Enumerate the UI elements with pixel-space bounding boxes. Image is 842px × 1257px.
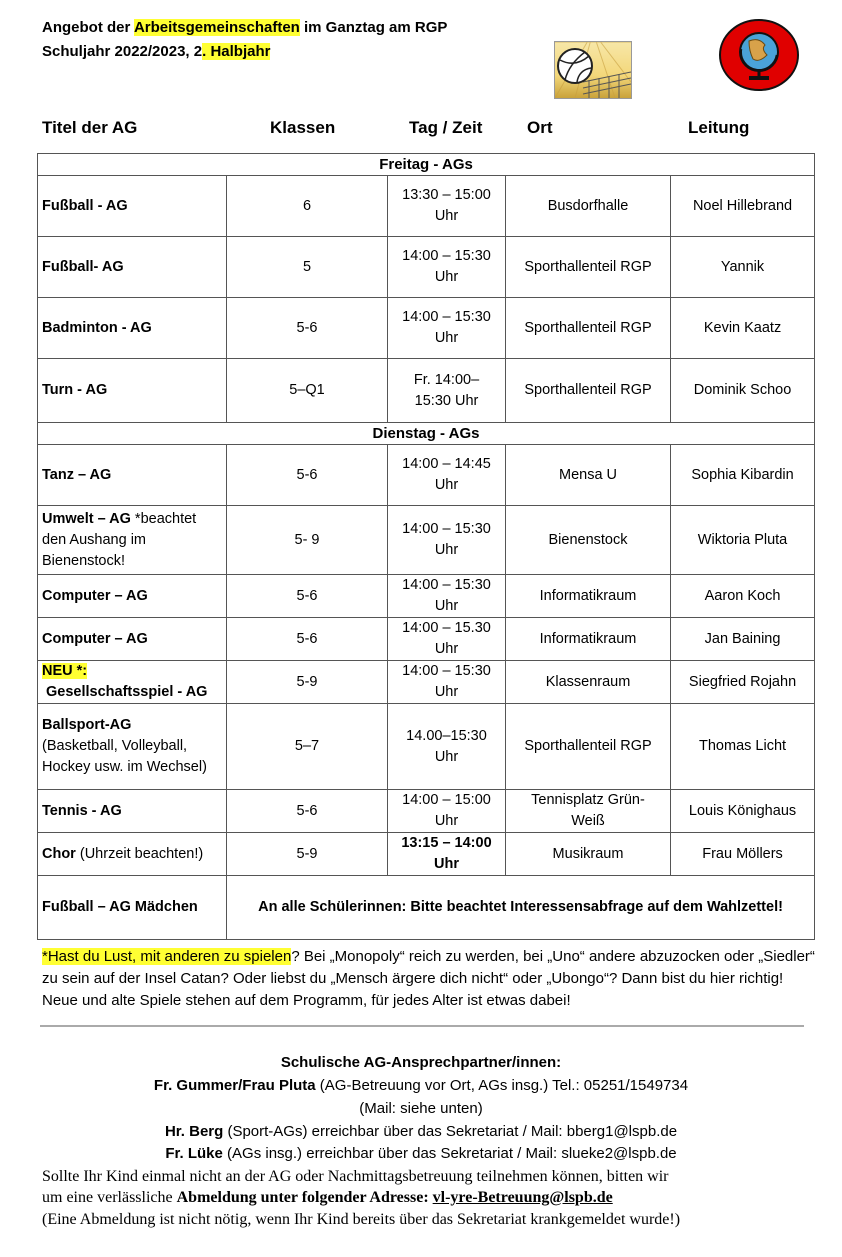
ag-lead: Aaron Koch [671, 575, 815, 618]
contacts-heading: Schulische AG-Ansprechpartner/innen: [280, 1054, 562, 1071]
ag-place: Informatikraum [506, 575, 671, 618]
ag-lead: Siegfried Rojahn [671, 661, 815, 704]
table-row [38, 445, 815, 506]
col-place: Ort [527, 118, 553, 137]
ag-place: Musikraum [506, 833, 671, 876]
table-row [38, 237, 815, 298]
ag-lead: Kevin Kaatz [671, 298, 815, 359]
ag-title-cell [38, 575, 227, 618]
contact-name: Hr. Berg [164, 1123, 224, 1140]
table-row [38, 176, 815, 237]
footer-line: Sollte Ihr Kind einmal nicht an der AG oder Nachmittagsbetreuung teilnehmen können, bitten wir [42, 1168, 669, 1185]
school-year-text: Schuljahr 2022/2023, 2 [42, 43, 203, 60]
ag-title-cell [38, 790, 227, 833]
contact-name: Fr. Gummer/Frau Pluta [153, 1077, 316, 1094]
ag-lead: Yannik [671, 237, 815, 298]
ag-classes: 5-9 [227, 661, 388, 704]
ag-title: Computer – AG [42, 630, 148, 647]
ag-title: Gesellschaftsspiel - AG [46, 684, 208, 700]
ag-time: 14:00 – 15:30 Uhr [388, 661, 506, 704]
ag-title-note: (Uhrzeit beachten!) [75, 845, 204, 862]
ag-place: Sporthallenteil RGP [506, 298, 671, 359]
games-note-highlight: *Hast du Lust, mit anderen zu spielen [42, 948, 292, 965]
section-friday: Freitag - AGs [38, 154, 815, 176]
ag-time: 14:00 – 15:30 Uhr [388, 575, 506, 618]
ag-classes: 5-6 [227, 618, 388, 661]
column-headers [0, 118, 842, 140]
ag-time: 13:15 – 14:00 Uhr [388, 833, 506, 876]
ag-title-note: (Basketball, Volleyball, Hockey usw. im Wechsel) [42, 738, 207, 775]
table-row [38, 661, 815, 704]
ag-title: Tennis - AG [42, 802, 122, 819]
ag-classes: 5-6 [227, 575, 388, 618]
ag-classes: 5 [227, 237, 388, 298]
contact-detail: (AGs insg.) erreichbar über das Sekretariat / Mail: slueke2@lspb.de [222, 1145, 677, 1162]
contact-detail: (Sport-AGs) erreichbar über das Sekretariat / Mail: bberg1@lspb.de [223, 1123, 678, 1140]
table-row [38, 359, 815, 423]
table-row [38, 790, 815, 833]
ag-title-cell [38, 618, 227, 661]
ag-title: Fußball- AG [38, 237, 227, 298]
ag-time: 14.00–15:30 Uhr [388, 704, 506, 790]
ag-table [37, 153, 815, 940]
ag-place: Informatikraum [506, 618, 671, 661]
email-link[interactable]: vl-yre-Betreuung@lspb.de [432, 1189, 613, 1206]
ag-title: Fußball – AG Mädchen [38, 876, 227, 940]
ag-title: Turn - AG [38, 359, 227, 423]
document-title [42, 19, 447, 36]
ag-time: 14:00 – 15.30 Uhr [388, 618, 506, 661]
footer-line [42, 1189, 613, 1207]
ag-time: Fr. 14:00–15:30 Uhr [388, 359, 506, 423]
ag-place: Klassenraum [506, 661, 671, 704]
table-row [38, 298, 815, 359]
ag-classes: 5-9 [227, 833, 388, 876]
ag-place: Sporthallenteil RGP [506, 237, 671, 298]
ag-lead: Wiktoria Pluta [671, 506, 815, 575]
table-row [38, 506, 815, 575]
footer-bold: Abmeldung unter folgender Adresse: [176, 1189, 429, 1206]
ag-lead: Sophia Kibardin [671, 445, 815, 506]
ag-classes: 5–Q1 [227, 359, 388, 423]
ag-title: Badminton - AG [38, 298, 227, 359]
ag-title: Computer – AG [42, 587, 148, 604]
title-text-end: im Ganztag am RGP [299, 19, 448, 36]
ag-place: Bienenstock [506, 506, 671, 575]
ag-title: Tanz – AG [42, 466, 112, 483]
ag-classes: 5-6 [227, 445, 388, 506]
ag-lead: Frau Möllers [671, 833, 815, 876]
col-time: Tag / Zeit [409, 118, 483, 137]
ag-title-cell [38, 661, 227, 704]
ag-place: Mensa U [506, 445, 671, 506]
ag-lead: Noel Hillebrand [671, 176, 815, 237]
table-row [38, 833, 815, 876]
ag-lead: Thomas Licht [671, 704, 815, 790]
footer-text: um eine verlässliche [42, 1189, 177, 1206]
ag-classes: 5–7 [227, 704, 388, 790]
ag-classes: 5- 9 [227, 506, 388, 575]
col-title: Titel der AG [42, 118, 138, 137]
ag-time: 14:00 – 15:30 Uhr [388, 506, 506, 575]
contact-name: Fr. Lüke [165, 1145, 223, 1162]
title-text: Angebot der [42, 19, 134, 36]
col-classes: Klassen [270, 118, 336, 137]
table-row [38, 575, 815, 618]
school-year [42, 43, 270, 60]
ag-lead: Louis Könighaus [671, 790, 815, 833]
globe-icon [719, 19, 799, 91]
divider [40, 1025, 804, 1027]
ag-title-cell [38, 704, 227, 790]
ag-time: 14:00 – 14:45 Uhr [388, 445, 506, 506]
new-badge: NEU *: [42, 663, 88, 679]
ag-place: Tennisplatz Grün-Weiß [506, 790, 671, 833]
ag-classes: 6 [227, 176, 388, 237]
contact-detail: (AG-Betreuung vor Ort, AGs insg.) Tel.: 05251/1549734 [315, 1077, 689, 1094]
ag-place: Sporthallenteil RGP [506, 359, 671, 423]
contact-line [0, 1145, 842, 1162]
ag-title-cell [38, 445, 227, 506]
ag-title: Ballsport-AG [42, 717, 132, 733]
ag-time: 14:00 – 15:30 Uhr [388, 237, 506, 298]
ag-time: 14:00 – 15:00 Uhr [388, 790, 506, 833]
title-highlight: Arbeitsgemeinschaften [133, 19, 300, 36]
ag-classes: 5-6 [227, 298, 388, 359]
ag-title: Umwelt – AG [42, 510, 131, 527]
ag-title-cell [38, 506, 227, 575]
table-row [38, 876, 815, 940]
school-year-highlight: . Halbjahr [202, 43, 271, 60]
games-note [42, 946, 822, 1012]
ag-title-cell [38, 833, 227, 876]
ag-time: 14:00 – 15:30 Uhr [388, 298, 506, 359]
table-row [38, 704, 815, 790]
footer-line: (Eine Abmeldung ist nicht nötig, wenn Ihr Kind bereits über das Sekretariat krankgemeldet wurde!) [42, 1211, 681, 1228]
table-row [38, 618, 815, 661]
ag-title-note: *beachtet den Aushang im Bienenstock! [42, 510, 197, 569]
ag-title: Chor [42, 845, 76, 862]
ag-place: Sporthallenteil RGP [506, 704, 671, 790]
ag-title: Fußball - AG [38, 176, 227, 237]
girls-notice: An alle Schülerinnen: Bitte beachtet Interessensabfrage auf dem Wahlzettel! [227, 876, 815, 940]
ag-place: Busdorfhalle [506, 176, 671, 237]
section-tuesday: Dienstag - AGs [38, 423, 815, 445]
contact-line [0, 1077, 842, 1094]
contact-line: (Mail: siehe unten) [359, 1100, 483, 1117]
contact-line [0, 1123, 842, 1140]
ag-lead: Dominik Schoo [671, 359, 815, 423]
games-note-text: ? Bei „Monopoly“ reich zu werden, bei „Uno“ andere abzuzocken oder „Siedler“ zu sein auf der Insel Catan? Oder liebst du „Mensch ärgere dich nicht“ oder „Ubongo“? Dann bist du hier richtig! Neue und alte Spiele stehen auf dem Programm, für jedes Alter ist etwas dabei! [42, 948, 815, 1009]
ag-time: 13:30 – 15:00 Uhr [388, 176, 506, 237]
ag-lead: Jan Baining [671, 618, 815, 661]
col-lead: Leitung [688, 118, 750, 137]
ag-classes: 5-6 [227, 790, 388, 833]
volleyball-icon [554, 41, 632, 99]
